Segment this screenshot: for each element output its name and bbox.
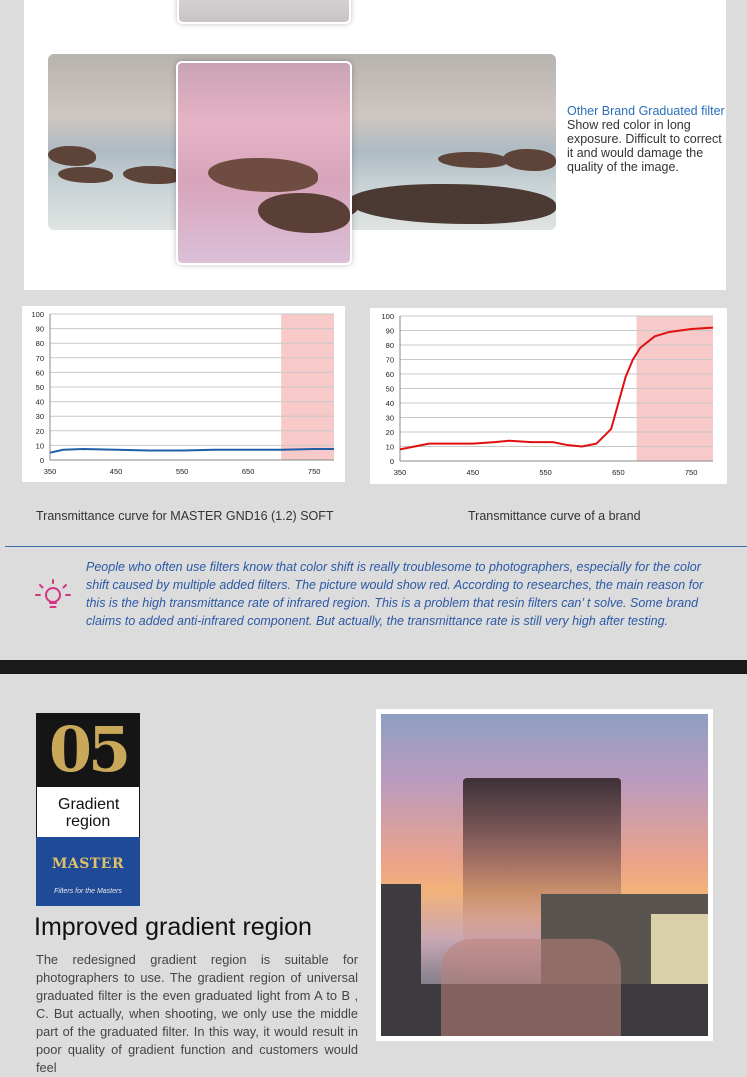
comparison-note xyxy=(567,104,725,174)
x-tick-label: 450 xyxy=(109,467,123,476)
x-tick-label: 350 xyxy=(43,467,57,476)
y-tick-label: 70 xyxy=(35,353,44,363)
color-shift-notice: People who often use filters know that color shift is really troublesome to photographers, especially for the color shift caused by multiple added filters. The picture would show red. According to researches, the main reason for this is the high transmittance rate of infrared region. This is a problem that resin filters can’ t solve. Some brand claims to added anti-infrared component. But actually, the transmittance rate is still very high after testing. xyxy=(86,560,704,628)
x-tick-label: 750 xyxy=(684,468,698,477)
badge-label-text: Gradient region xyxy=(58,796,120,830)
x-tick-label: 650 xyxy=(241,467,255,476)
brand-chart-caption: Transmittance curve of a brand xyxy=(468,509,641,523)
x-tick-label: 550 xyxy=(539,468,552,477)
x-tick-label: 750 xyxy=(307,467,321,476)
comparison-title: Other Brand Graduated filter xyxy=(567,104,725,118)
master-chart-svg xyxy=(22,306,345,482)
section-separator-band xyxy=(0,660,747,674)
brand-transmittance-chart xyxy=(370,308,727,484)
master-transmittance-chart xyxy=(22,306,345,482)
y-tick-label: 0 xyxy=(389,457,394,466)
comparison-body: Show red color in long exposure. Difficult to correct it and would damage the quality of the image. xyxy=(567,118,722,174)
feature-number: 05 xyxy=(48,713,128,786)
y-tick-label: 10 xyxy=(385,442,394,452)
master-logo: MASTER xyxy=(51,856,125,872)
y-tick-label: 70 xyxy=(385,355,394,365)
x-tick-label: 650 xyxy=(612,468,625,477)
lightbulb-icon xyxy=(33,578,73,614)
graduated-filter-card xyxy=(176,61,352,265)
y-tick-label: 30 xyxy=(35,412,44,422)
brand-logo-block xyxy=(36,837,140,906)
y-tick-label: 20 xyxy=(385,428,394,437)
x-tick-label: 550 xyxy=(175,467,189,476)
section-divider xyxy=(5,546,747,547)
x-tick-label: 350 xyxy=(393,468,407,477)
y-tick-label: 30 xyxy=(385,413,394,423)
y-tick-label: 40 xyxy=(385,399,394,408)
feature-heading: Improved gradient region xyxy=(34,913,312,941)
y-tick-label: 60 xyxy=(35,368,44,378)
y-tick-label: 50 xyxy=(385,384,394,394)
master-tagline: Filters for the Masters xyxy=(54,888,122,895)
master-chart-caption: Transmittance curve for MASTER GND16 (1.2) SOFT xyxy=(36,509,334,523)
filter-card-partial xyxy=(177,0,351,24)
y-tick-label: 60 xyxy=(385,370,394,379)
feature-body: The redesigned gradient region is suitable for photographers to use. The gradient region of universal graduated filter is the even graduated light from A to B , C. But actually, when shooting, we only use the middle part of the graduated filter. In this way, it would result in poor quality of gradient function and customers would feel xyxy=(36,952,358,1075)
y-tick-label: 100 xyxy=(31,310,44,319)
y-tick-label: 10 xyxy=(35,441,44,451)
y-tick-label: 90 xyxy=(35,324,44,334)
y-tick-label: 90 xyxy=(385,326,394,336)
y-tick-label: 80 xyxy=(35,339,44,349)
y-tick-label: 80 xyxy=(385,341,394,350)
brand-chart-svg xyxy=(370,308,727,484)
feature-badge-label xyxy=(36,787,140,837)
x-tick-label: 450 xyxy=(466,468,480,477)
y-tick-label: 40 xyxy=(35,397,44,407)
y-tick-label: 100 xyxy=(381,312,394,321)
y-tick-label: 0 xyxy=(39,456,44,465)
y-tick-label: 20 xyxy=(35,426,44,436)
gradient-sunset-photo xyxy=(381,714,708,1036)
y-tick-label: 50 xyxy=(35,383,44,392)
feature-number-badge xyxy=(36,713,140,787)
